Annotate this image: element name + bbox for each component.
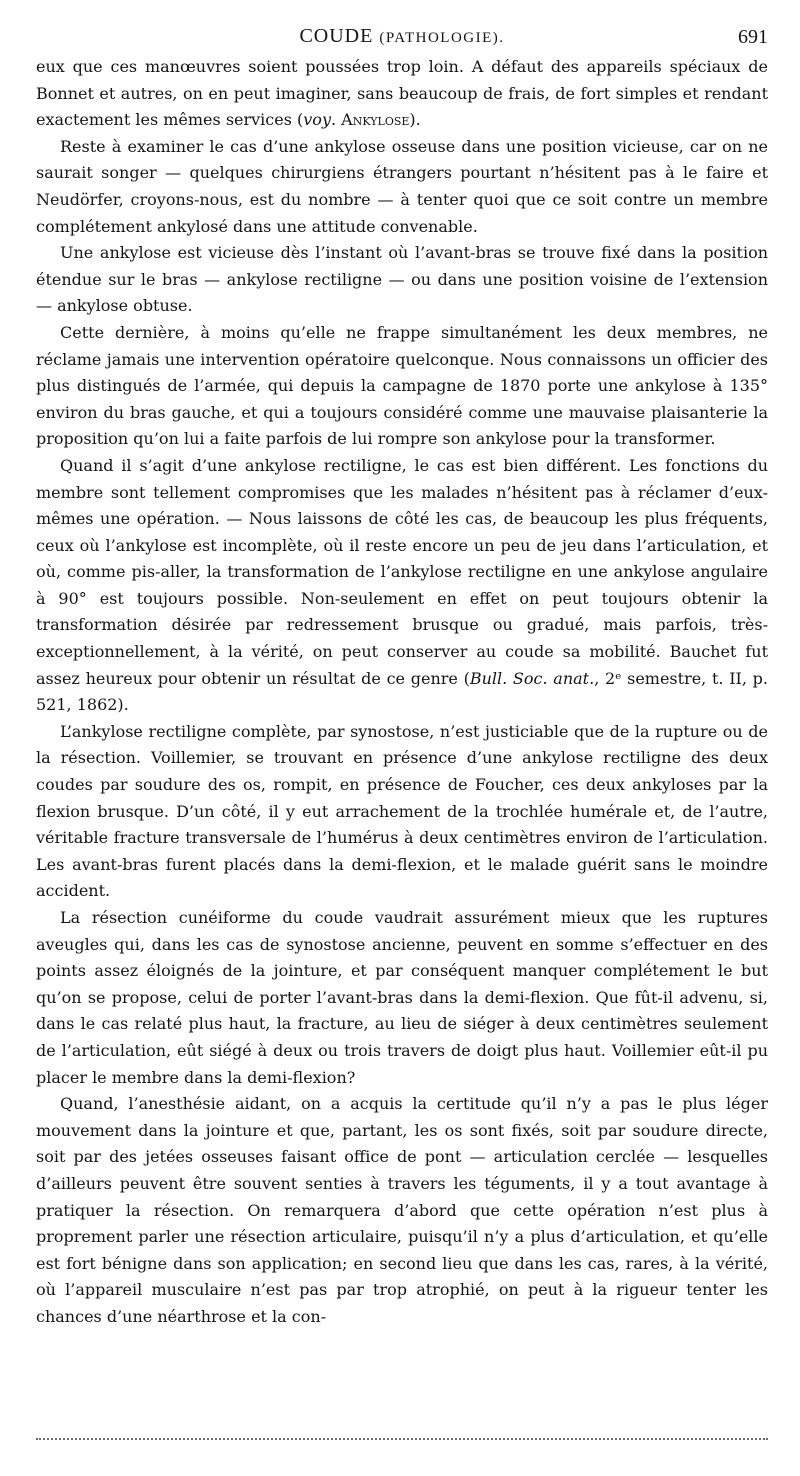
paragraph-text: Quand il s’agit d’une ankylose rectiligne, le cas est bien différent. Les fonctions du membre sont tellement compromises que les malades n’hésitent pas à réclamer d’eux-mêmes une opération. — Nous laissons de côté les cas, de beaucoup les plus fréquents, ceux où l’ankylose est incomplète, où il reste encore un peu de jeu dans l’articulation, et où, comme pis-aller, la transformation de l’ankylose rectiligne en une ankylose angulaire à 90° est toujours possible. Non-seulement en effet on peut toujours obtenir la transformation désirée par redressement brusque ou gradué, mais parfois, très-exceptionnellement, à la vérité, on peut conserver au coude sa mobilité. Bauchet fut assez heureux pour obtenir un résultat de ce genre ( [36,455,768,688]
page-number: 691 [738,26,768,48]
paragraph-text: ). [409,110,421,130]
paragraph-4: Cette dernière, à moins qu’elle ne frappe simultanément les deux membres, ne réclame jamais une intervention opératoire quelconque. Nous connaissons un officier des plus distingués de l’armée, qui depuis la campagne de 1870 porte une ankylose à 135° environ du bras gauche, et qui a toujours considéré comme une mauvaise plaisanterie la proposition qu’on lui a faite parfois de lui rompre son ankylose pour la transformer. [36,322,768,449]
footer-rule [36,1438,768,1440]
citation-italic: Bull. Soc. anat. [469,668,595,688]
document-page [36,22,768,1442]
paragraph-3: Une ankylose est vicieuse dès l’instant où l’avant-bras se trouve fixé dans la position étendue sur le bras — ankylose rectiligne — ou dans une position voisine de l’extension — ankylose obtuse. [36,243,768,316]
cross-reference: Ankylose [341,110,410,130]
header-subtitle: (PATHOLOGIE). [379,29,505,46]
paragraph-text: . [330,110,342,130]
paragraph-5 [36,453,768,719]
paragraph-6: L’ankylose rectiligne complète, par synostose, n’est justiciable que de la rupture ou de la résection. Voillemier, se trouvant en présence d’une ankylose rectiligne des deux coudes par soudure des os, rompit, en présence de Foucher, ces deux ankyloses par la flexion brusque. D’un côté, il y eut arrachement de la trochlée humérale et, de l’autre, véritable fracture transversale de l’humérus à deux centimètres environ de l’articulation. Les avant-bras furent placés dans la demi-flexion, et le malade guérit sans le moindre accident. [36,721,768,901]
paragraph-7: La résection cunéiforme du coude vaudrait assurément mieux que les ruptures aveugles qui, dans les cas de synostose ancienne, peuvent en somme s’effectuer en des points assez éloignés de la jointure, et par conséquent manquer complétement le but qu’on se propose, celui de porter l’avant-bras dans la demi-flexion. Que fût-il advenu, si, dans le cas relaté plus haut, la fracture, au lieu de siéger à deux centimètres seulement de l’articulation, eût siégé à deux ou trois travers de doigt plus haut. Voillemier eût-il pu placer le membre dans la demi-flexion? [36,908,768,1087]
running-title [299,25,504,48]
paragraph-italic: voy [303,110,331,130]
header-title: COUDE [299,24,374,47]
body-text [36,54,768,1331]
paragraph-8: Quand, l’anesthésie aidant, on a acquis la certitude qu’il n’y a pas le plus léger mouvement dans la jointure et que, partant, les os sont fixés, soit par soudure directe, soit par des jetées osseuses faisant office de pont — articulation cerclée — lesquelles d’ailleurs peuvent être souvent senties à travers les téguments, il y a tout avantage à pratiquer la résection. On remarquera d’abord que cette opération n’est plus à proprement parler une résection articulaire, puisqu’il n’y a plus d’articulation, et qu’elle est fort bénigne dans son application; en second lieu que dans les cas, rares, à la vérité, où l’appareil musculaire n’est pas par trop atrophié, on peut à la rigueur tenter les chances d’une néarthrose et la con- [36,1094,768,1326]
paragraph-1 [36,54,768,134]
paragraph-2: Reste à examiner le cas d’une ankylose osseuse dans une position vicieuse, car on ne saurait songer — quelques chirurgiens étrangers pourtant n’hésitent pas à le faire et Neudörfer, croyons-nous, est du nombre — à tenter quoi que ce soit contre un membre complétement ankylosé dans une attitude convenable. [36,136,768,236]
running-header [36,22,768,50]
paragraph-text: , 2ᵉ semestre, t. II, p. 521, 1862). [36,668,768,715]
paragraph-text: eux que ces manœuvres soient poussées trop loin. A défaut des appareils spéciaux de Bonnet et autres, on en peut imaginer, sans beaucoup de frais, de fort simples et rendant exactement les mêmes services ( [36,57,768,130]
